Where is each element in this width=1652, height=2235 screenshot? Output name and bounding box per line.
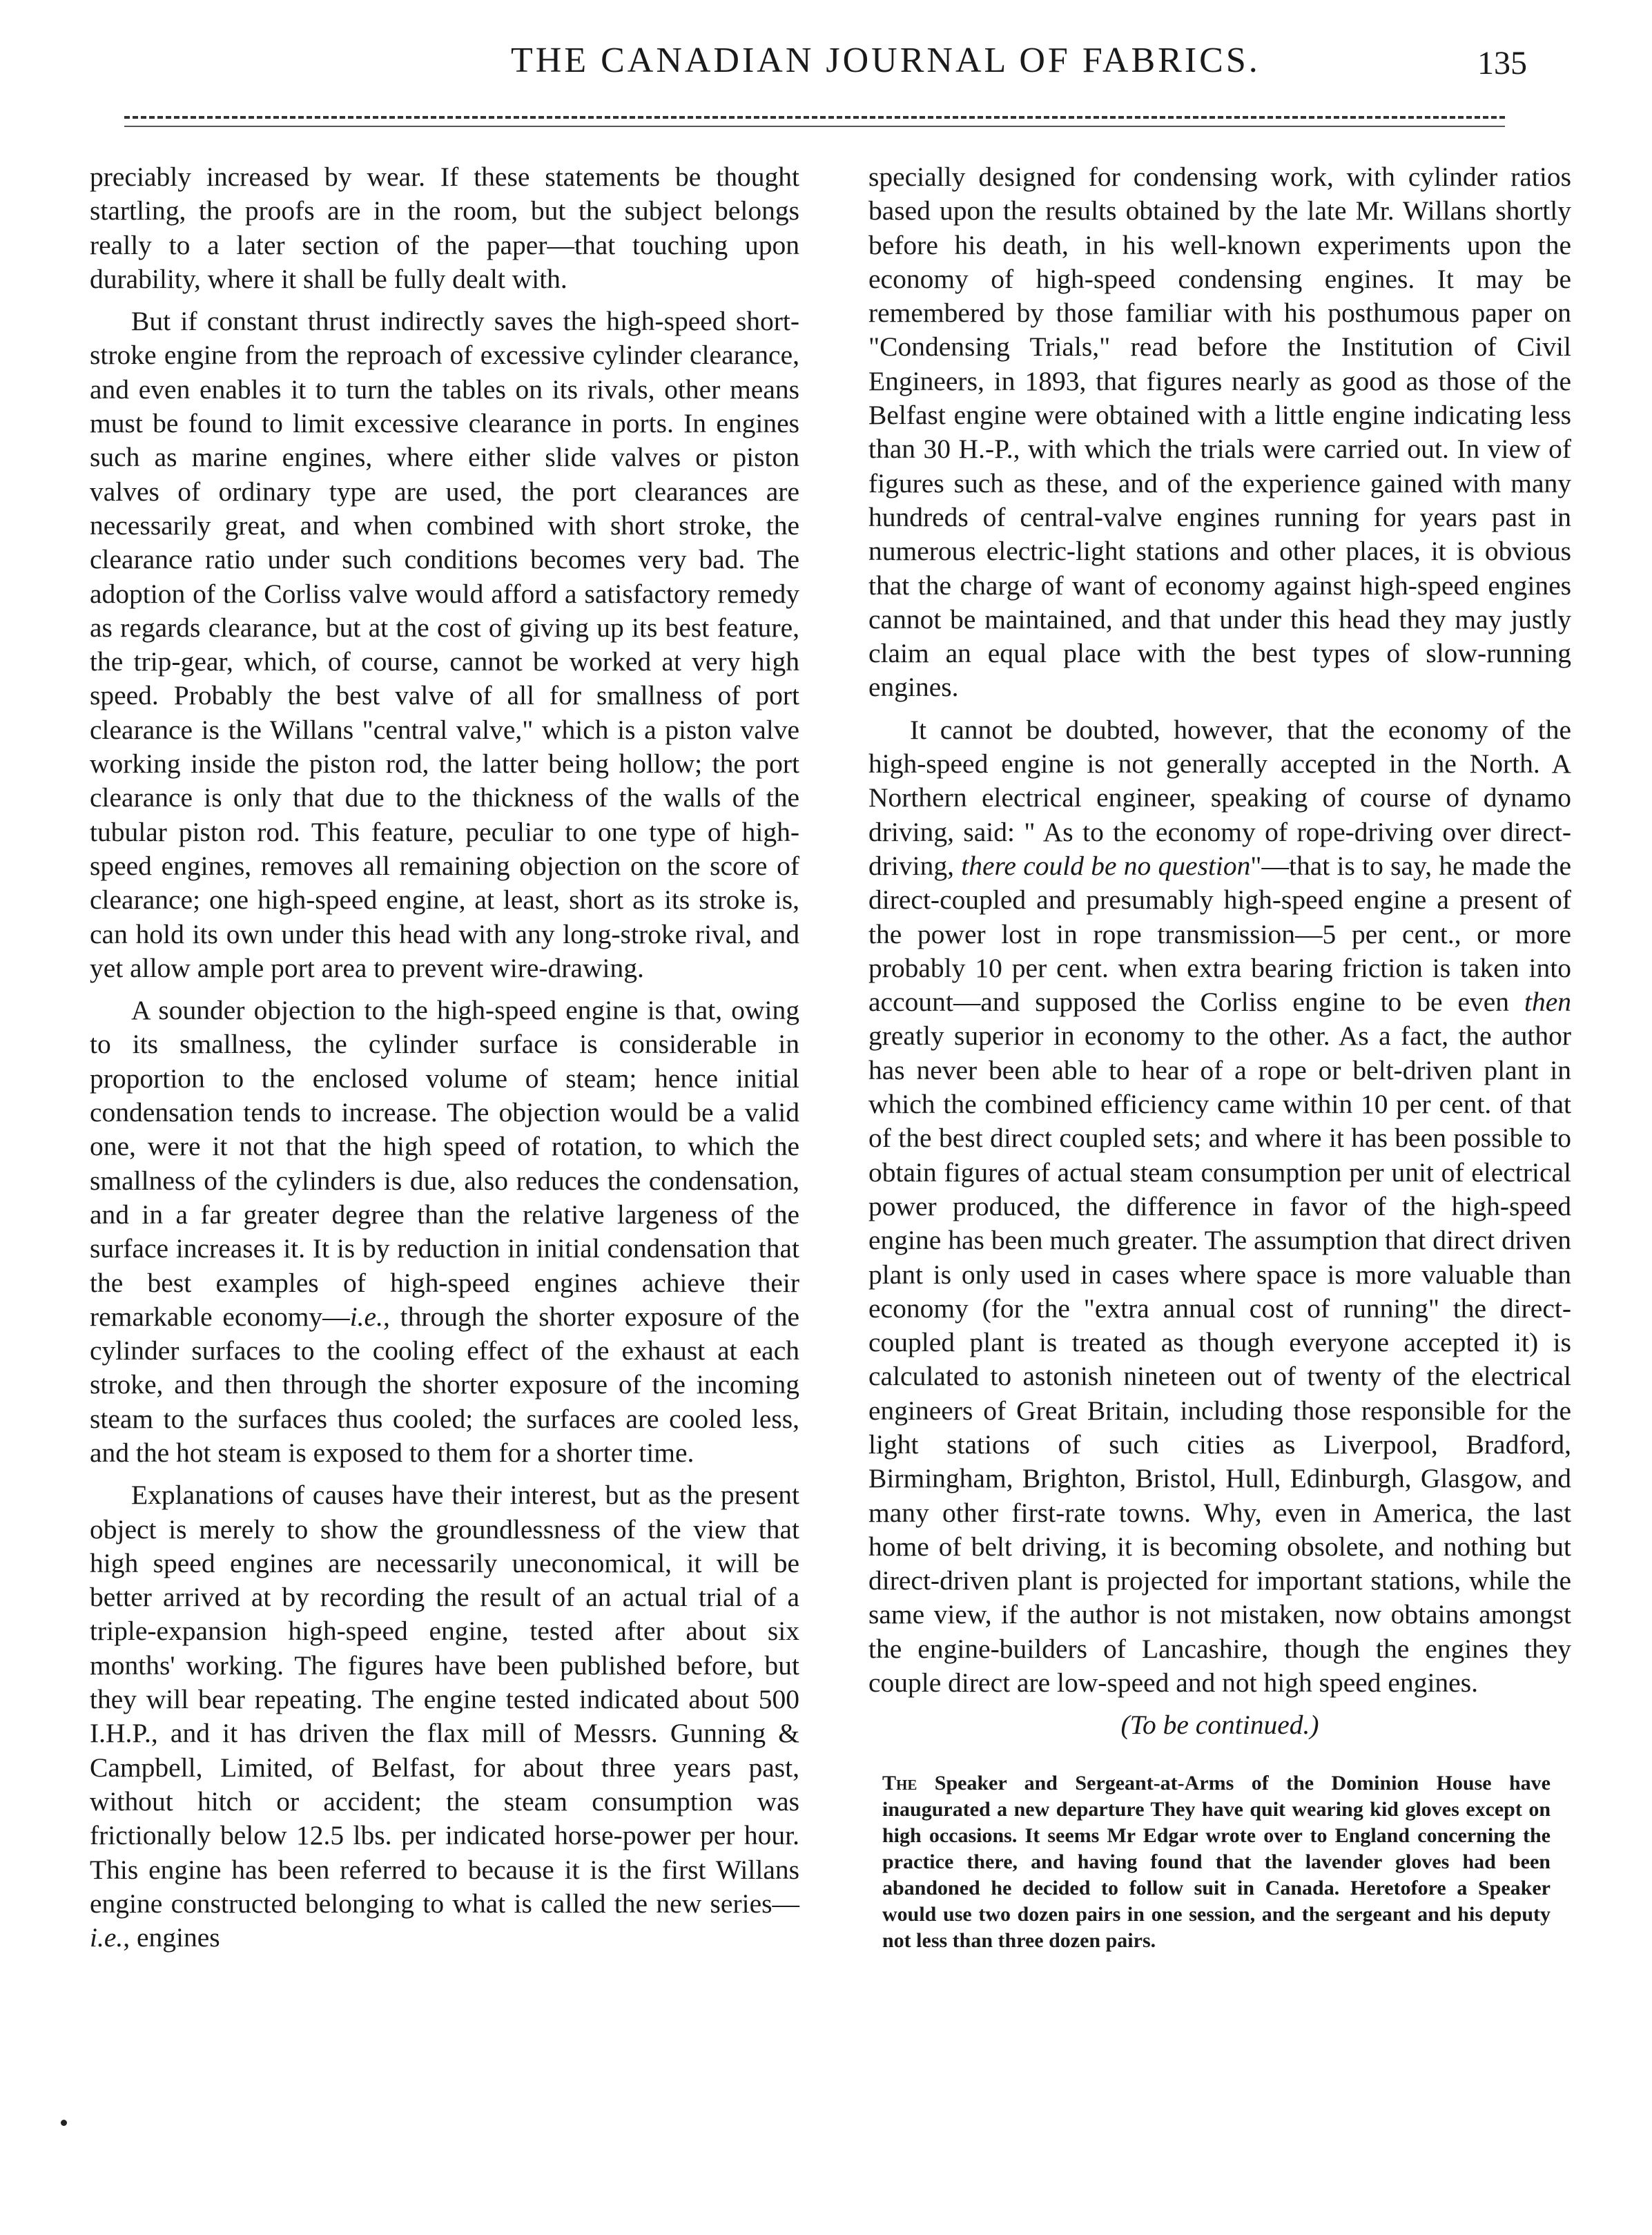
left-column — [90, 160, 799, 1963]
right-paragraph-2-italic-quote: there could be no question — [961, 850, 1251, 881]
to-be-continued: (To be continued.) — [1120, 1710, 1319, 1741]
right-paragraph-2-c: greatly superior in economy to the other. As a fact, the author has never been able to hear of a rope or belt-driven plant in which the combined efficiency came within 10 per cent. of that of the best direct coupled sets; and where it has been possible to obtain figures of actual steam consumption per unit of electrical power produced, the difference in favor of the high-speed engine has been much greater. The assumption that direct driven plant is only used in cases where space is more valuable than economy (for the "extra annual cost of running" the direct-coupled plant is treated as though everyone accepted it) is calculated to astonish nineteen out of twenty of the electrical engineers of Great Britain, including those responsible for the light stations of such cities as Liverpool, Bradford, Birmingham, Brighton, Bristol, Hull, Edinburgh, Glasgow, and many other first-rate towns. Why, even in America, the last home of belt driving, it is becoming obsolete, and nothing but direct-driven plant is projected for important stations, while the same view, if the author is not mistaken, now obtains amongst the engine-builders of Lancashire, though the engines they couple direct are low-speed and not high speed engines. — [868, 1020, 1571, 1699]
left-paragraph-3-text: A sounder objection to the high-speed engine is that, owing to its smallness, the cylinder surface is considerable in proportion to the enclosed volume of steam; hence initial condensation tends to increase. The objection would be a valid one, were it not that the high speed of rotation, to which the smallness of the cylinders is due, also reduces the condensation, and in a far greater degree than the relative largeness of the surface increases it. It is by reduction in initial condensation that the best examples of high-speed engines achieve their remarkable economy— — [90, 995, 799, 1332]
news-note — [882, 1770, 1551, 1954]
left-paragraph-4 — [90, 1478, 799, 1955]
right-paragraph-1: specially designed for condensing work, with cylinder ratios based upon the results obtained by the late Mr. Willans shortly before his death, in his well-known experiments upon the economy of high-speed condensing engines. It may be remembered by those familiar with his posthumous paper on "Condensing Trials," read before the Institution of Civil Engineers, in 1893, that figures nearly as good as those of the Belfast engine were obtained with a little engine indicating less than 30 H.-P., with which the trials were carried out. In view of figures such as these, and of the experience gained with many hundreds of central-valve engines running for years past in numerous electric-light stations and other places, it is obvious that the charge of want of economy against high-speed engines cannot be maintained, and that under this head they may justly claim an equal place with the best types of slow-running engines. — [868, 162, 1571, 703]
journal-title: THE CANADIAN JOURNAL OF FABRICS. — [511, 41, 1261, 80]
right-paragraph-2-a: It cannot be doubted, however, that the economy of the high-speed engine is not generally accepted in the North. A Northern electrical engineer, speaking of course of dynamo driving, said: " As to the economy of rope-driving over direct-driving, — [868, 714, 1571, 881]
left-paragraph-4-text: Explanations of causes have their interest, but as the present object is merely to show the groundlessness of the view that high speed engines are necessarily uneconomical, it will be better arrived at by recording the result of an actual trial of a triple-expansion high-speed engine, tested after about six months' working. The figures have been published before, but they will bear repeating. The engine tested indicated about 500 I.H.P., and it has driven the flax mill of Messrs. Gunning & Campbell, Limited, of Belfast, for about three years past, without hitch or accident; the steam consumption was frictionally below 12.5 lbs. per indicated horse-power per hour. This engine has been referred to because it is the first Willans engine constructed belonging to what is called the new series— — [90, 1480, 799, 1919]
left-paragraph-3 — [90, 994, 799, 1470]
right-paragraph-2 — [868, 713, 1571, 1701]
right-paragraph-2-italic-then: then — [1524, 987, 1571, 1018]
margin-dot — [61, 2120, 67, 2126]
header-rule-secondary — [124, 126, 1505, 127]
left-paragraph-3-rest: , through the shorter exposure of the cylinder surfaces to the cooling effect of the exhaust at each stroke, and then through the shorter exposure of the incoming steam to the surfaces thus cooled; the surfaces are cooled less, and the hot steam is exposed to them for a shorter time. — [90, 1301, 799, 1468]
left-paragraph-3-italic: i.e. — [349, 1301, 383, 1332]
left-paragraph-4-italic: i.e. — [90, 1922, 124, 1953]
news-note-text: Speaker and Sergeant-at-Arms of the Dominion House have inaugurated a new departure They have quit wearing kid gloves except on high occasions. It seems Mr Edgar wrote over to England concerning the practice there, and having found that the lavender gloves had been abandoned he decided to follow suit in Canada. Heretofore a Speaker would use two dozen pairs in one session, and the sergeant and his deputy not less than three dozen pairs. — [882, 1771, 1551, 1952]
header-rule — [124, 116, 1505, 119]
left-paragraph-1: preciably increased by wear. If these statements be thought startling, the proofs are in the room, but the subject belongs really to a later section of the paper—that touching upon durability, where it shall be fully dealt with. — [90, 162, 799, 294]
left-paragraph-4-rest: , engines — [123, 1922, 220, 1953]
page-header — [0, 40, 1652, 109]
page-number: 135 — [1477, 45, 1527, 81]
news-note-lead: The — [882, 1771, 917, 1794]
right-column — [868, 160, 1571, 1954]
left-paragraph-2: But if constant thrust indirectly saves the high-speed short-stroke engine from the reproach of excessive cylinder clearance, and even enables it to turn the tables on its rivals, other means must be found to limit excessive clearance in ports. In engines such as marine engines, where either slide valves or piston valves of ordinary type are used, the port clearances are necessarily great, and when combined with short stroke, the clearance ratio under such conditions becomes very bad. The adoption of the Corliss valve would afford a satisfactory remedy as regards clearance, but at the cost of giving up its best feature, the trip-gear, which, of course, cannot be worked at very high speed. Probably the best valve of all for smallness of port clearance is the Willans "central valve," which is a piston valve working inside the piston rod, the latter being hollow; the port clearance is only that due to the thickness of the walls of the tubular piston rod. This feature, peculiar to one type of high-speed engines, removes all remaining objection on the score of clearance; one high-speed engine, at least, short as its stroke is, can hold its own under this head with any long-stroke rival, and yet allow ample port area to prevent wire-drawing. — [90, 306, 799, 983]
right-paragraph-2-b: "—that is to say, he made the direct-coupled and presumably high-speed engine a present of the power lost in rope transmission—5 per cent., or more probably 10 per cent. when extra bearing friction is taken into account—and supposed the Corliss engine to be even — [868, 850, 1571, 1018]
